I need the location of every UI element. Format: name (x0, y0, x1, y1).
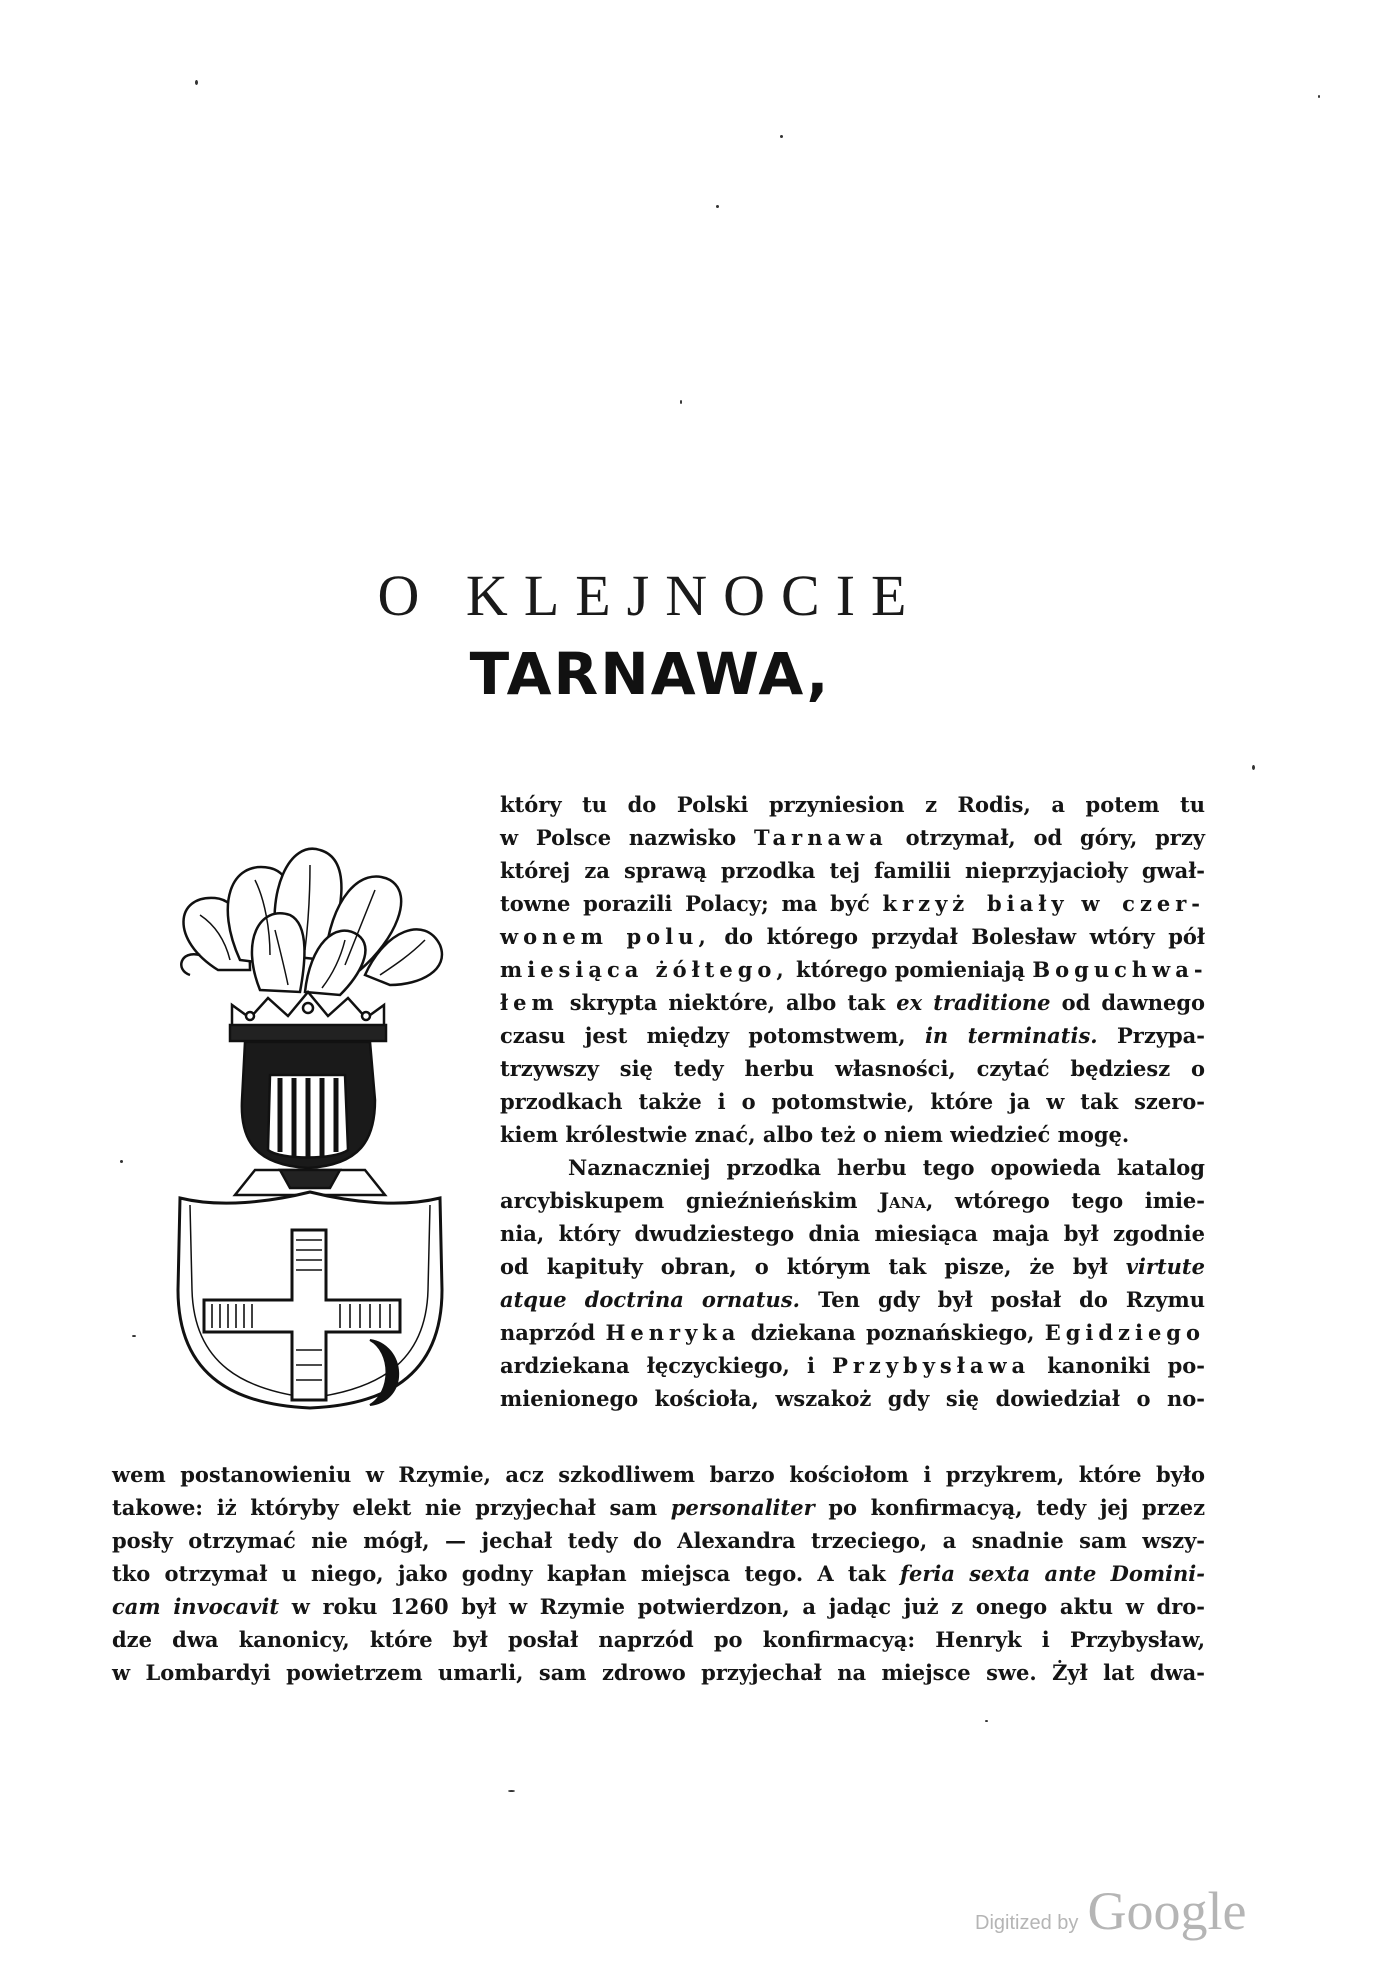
text-segment: mienionego kościoła, wszakoż gdy się dowiedział o no- (500, 1386, 1205, 1411)
text-segment: tko otrzymał u niego, jako godny kapłan miejsca tego. A tak (112, 1561, 900, 1586)
text-segment: kiem królestwie znać, albo też o niem wiedzieć mogę. (500, 1122, 1130, 1147)
text-line (500, 1349, 1205, 1382)
text-line (500, 1019, 1205, 1052)
text-line (500, 1151, 1205, 1184)
text-segment: po konfirmacyą, tedy jej przez (814, 1495, 1206, 1520)
text-segment: posły otrzymać nie mógł, — jechał tedy do Alexandra trzeciego, a snadnie sam wszy- (112, 1528, 1205, 1553)
text-line (500, 854, 1205, 887)
text-segment: który tu do Polski przyniesion z Rodis, a potem tu (500, 792, 1205, 817)
text-line (112, 1524, 1205, 1557)
heading-line-2: TARNAWA, (469, 640, 831, 708)
text-segment: , wtórego tego imie- (926, 1188, 1205, 1213)
text-segment: Boguchwa- (1032, 957, 1208, 982)
text-line (500, 953, 1208, 986)
print-speck (780, 135, 783, 138)
text-segment: Przypa- (1097, 1023, 1205, 1048)
tarnawa-coat-of-arms-icon (160, 820, 460, 1410)
text-segment: wonem polu, (500, 924, 711, 949)
text-segment: czasu jest między potomstwem, (500, 1023, 925, 1048)
text-segment: trzywszy się tedy herbu własności, czytać będziesz o (500, 1056, 1205, 1081)
print-speck (1252, 765, 1255, 770)
text-column (500, 788, 1208, 1415)
text-segment: naprzód (500, 1320, 606, 1345)
digitized-label: Digitized by (975, 1912, 1079, 1934)
print-speck (680, 400, 682, 404)
text-segment: dziekana poznańskiego, (740, 1320, 1045, 1345)
text-segment: towne porazili Polacy; ma być (500, 891, 883, 916)
text-segment: wem postanowieniu w Rzymie, acz szkodliwem barzo kościołom i przykrem, które było (112, 1462, 1205, 1487)
text-segment: ardziekana łęczyckiego, i (500, 1353, 833, 1378)
google-digitized-footer (975, 1880, 1246, 1942)
text-segment: krzyż biały (882, 891, 1069, 916)
print-speck (508, 1790, 515, 1792)
text-segment: w Lombardyi powietrzem umarli, sam zdrowo przyjechał na miejsce swe. Żył lat dwa- (112, 1660, 1205, 1685)
text-segment: w roku 1260 był w Rzymie potwierdzon, a jadąc już z onego aktu w dro- (279, 1594, 1206, 1619)
text-line (500, 788, 1205, 821)
text-line (112, 1458, 1205, 1491)
text-line (500, 1118, 1205, 1151)
heading-line-1: O KLEJNOCIE (377, 563, 923, 628)
google-logo: Google (1087, 1881, 1247, 1941)
crown-icon (230, 992, 386, 1041)
text-segment: miesiąca żółtego, (500, 957, 789, 982)
text-line (112, 1491, 1205, 1524)
ostrich-plumes-icon (181, 849, 442, 995)
text-line (500, 1217, 1205, 1250)
print-speck (1318, 95, 1320, 98)
text-segment: Jana (879, 1188, 927, 1213)
text-segment: Naznaczniej przodka herbu tego opowieda katalog (568, 1155, 1205, 1180)
text-segment: in terminatis. (924, 1023, 1098, 1048)
text-segment: w czer- (1081, 891, 1206, 916)
text-segment: skrypta niektóre, albo tak (558, 990, 897, 1015)
text-line (112, 1656, 1205, 1689)
text-line (500, 986, 1205, 1019)
print-speck (195, 80, 198, 85)
text-segment: arcybiskupem gnieźnieńskim (500, 1188, 880, 1213)
text-line (500, 920, 1205, 953)
text-segment: od kapituły obran, o którym tak pisze, że był (500, 1254, 1126, 1279)
print-speck (132, 1335, 136, 1337)
text-line (500, 1382, 1205, 1415)
text-line (112, 1557, 1205, 1590)
text-line (500, 1283, 1205, 1316)
text-segment (1069, 891, 1082, 916)
text-line (500, 1184, 1205, 1217)
text-segment: atque doctrina ornatus. (500, 1287, 800, 1312)
text-line (500, 1250, 1205, 1283)
text-segment: Tarnawa (753, 825, 888, 850)
print-speck (120, 1160, 123, 1163)
text-line (500, 887, 1205, 920)
text-segment: feria sexta ante Domini- (899, 1561, 1205, 1586)
text-segment: nia, który dwudziestego dnia miesiąca maja był zgodnie (500, 1221, 1205, 1246)
text-line (500, 821, 1205, 854)
text-line (112, 1623, 1205, 1656)
knight-helmet-icon (235, 1042, 385, 1195)
text-segment: virtute (1125, 1254, 1205, 1279)
text-segment: ex traditione (896, 990, 1051, 1015)
text-segment: personaliter (670, 1495, 815, 1520)
text-line (500, 1316, 1205, 1349)
text-segment: dze dwa kanonicy, które był posłał naprzód po konfirmacyą: Henryk i Przybysław, (112, 1627, 1205, 1652)
text-segment: takowe: iż któryby elekt nie przyjechał sam (112, 1495, 671, 1520)
text-segment: której za sprawą przodka tej familii nieprzyjacioły gwał- (500, 858, 1205, 883)
text-segment: Przybysława (832, 1353, 1031, 1378)
text-segment: Henryka (605, 1320, 741, 1345)
print-speck (985, 1720, 988, 1722)
text-segment: w Polsce nazwisko (500, 825, 754, 850)
text-segment: otrzymał, od góry, przy (887, 825, 1205, 850)
text-line (500, 1052, 1205, 1085)
text-segment: przodkach także i o potomstwie, które ja w tak szero- (500, 1089, 1205, 1114)
text-full-width (112, 1458, 1205, 1689)
text-segment: cam invocavit (112, 1594, 280, 1619)
text-segment: łem (500, 990, 559, 1015)
text-segment: do którego przydał Bolesław wtóry pół (710, 924, 1205, 949)
print-speck (716, 205, 719, 208)
text-line (112, 1590, 1205, 1623)
text-segment: którego pomieniają (788, 957, 1033, 982)
text-segment: Ten gdy był posłał do Rzymu (799, 1287, 1205, 1312)
text-segment: kanoniki po- (1030, 1353, 1206, 1378)
text-segment: Egidziego (1044, 1320, 1205, 1345)
text-segment: od dawnego (1050, 990, 1206, 1015)
text-line (500, 1085, 1205, 1118)
